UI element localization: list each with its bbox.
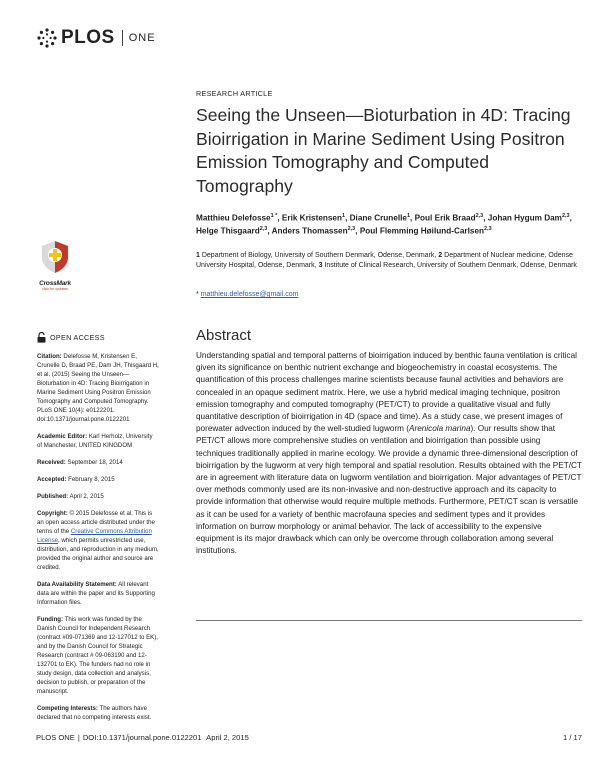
open-access-row [37,332,159,343]
author-affil-sup: 1 [406,213,411,219]
affil-text: Department of Biology, University of Southern Denmark, Odense, Denmark, [201,252,437,259]
abstract-heading: Abstract [196,327,252,344]
data-availability-text: All relevant data are within the paper and its Supporting Information files. [37,581,155,606]
footer-journal: PLOS ONE [36,733,75,742]
citation-block [37,352,159,424]
open-access-label: OPEN ACCESS [50,333,105,342]
crossmark-sub: click for updates [42,287,68,291]
accepted-block [37,475,159,484]
corresponding-email [196,291,298,298]
author-affil-sup: 1 * [270,213,278,219]
author-name: Erik Kristensen [281,213,342,223]
accepted-date: February 8, 2015 [68,476,115,483]
published-block [37,492,159,501]
copyright-text: © 2015 Delefosse et al. This is an open access article distributed under the terms of the [37,510,155,535]
article-info-sidebar [37,332,159,730]
author-name: Diane Crunelle [349,213,407,223]
affil-number: 1 [196,252,200,259]
citation-text: Delefosse M, Kristensen E, Crunelle D, Braad PE, Dam JH, Thisgaard H, et al. (2015) Seeing the Unseen—Bioturbation in 4D: Tracing Bioirrigation in Marine Sediment Using Positron Emission Tomography and Computed Tomography. PLoS ONE 10(4): e0122201. doi:10.1371/journal.pone.0122201 [37,353,159,423]
author-affil-sup: 2,3 [484,225,492,232]
page-number: 1 / 17 [563,733,582,742]
author-affil-sup: 2,3 [561,213,570,219]
footer-left [36,733,252,742]
editor-block [37,432,159,450]
affil-text: Department of Nuclear medicine, Odense University Hospital, Odense, Denmark, [196,252,573,269]
crossmark-label: CrossMark [39,280,71,287]
page-footer [36,733,582,742]
author-name: Poul Erik Braad [414,213,476,223]
data-availability-block [37,580,159,607]
article-title: Seeing the Unseen—Bioturbation in 4D: Tracing Bioirrigation in Marine Sediment Using Positron Emission Tomography and Computed Tomography [196,105,571,196]
editor-text: Karl Herholz, University of Manchester, UNITED KINGDOM [37,433,153,449]
footer-sep: | [77,733,80,742]
abstract-divider [196,620,582,621]
author-name: Anders Thomassen [271,226,348,236]
logo-journal: ONE [128,32,156,44]
received-block [37,458,159,467]
competing-interests-text: The authors have declared that no competing interests exist. [37,705,152,721]
species-name: Arenicola marina [409,424,471,434]
funding-block [37,615,159,696]
funding-label: Funding: [37,616,64,623]
copyright-text-end: , which permits unrestricted use, distribution, and reproduction in any medium, provided the original author and source are credited. [37,537,159,571]
competing-interests-block [37,704,159,722]
affil-number: 3 [318,262,323,269]
license-link[interactable]: Creative Commons Attribution License [37,528,152,544]
funding-text: This work was funded by the Danish Council for Independent Research (contract #09-071369 and 12-127012 to EK), and by the Danish Council for Strategic Research (contract # 09-063190 and 12-132701 to EK). The funders had no role in study design, data collection and analysis, decision to publish, or preparation of the manuscript. [37,616,158,695]
data-availability-label: Data Availability Statement: [37,581,117,588]
author-name: Matthieu Delefosse [196,213,271,223]
affil-text: Institute of Clinical Research, University of Southern Denmark, Odense, Denmark [324,262,577,269]
affiliations [196,251,581,271]
affil-number: 2 [438,252,443,259]
abstract-text-part1: Understanding spatial and temporal patterns of bioirrigation induced by benthic fauna ventilation is critical given its significance on benthic nutrient exchange and biogeochemistry in coastal ecosystems. The quantification of this process challenges marine scientists because faunal activities and behaviors are concealed in an opaque sediment matrix. Here, we use a hybrid medical imaging technique, positron emission tomography and computed tomography (PET/CT) to provide a qualitative visual and fully quantitative description of bioirrigation in 4D (space and time). As a study case, we present images of porewater advection induced by the well-studied lugworm ( [196,351,577,434]
email-link[interactable]: matthieu.delefosse@gmail.com [200,291,299,298]
received-date: September 18, 2014 [67,459,123,466]
citation-label: Citation: [37,353,62,360]
article-type: RESEARCH ARTICLE [196,89,273,98]
author-affil-sup: 1 [342,213,346,219]
author-list: Matthieu Delefosse$^{1 *}$, Erik Kristensen$^1$, Diane Crunelle$^1$, Poul Erik Braad$^{2,3}$, Johan Hygum Dam$^{2,3}$, Helge Thisgaard$^{2,3}$, Anders Thomassen$^{2,3}$, Poul Flemming Høilund-Carlsen$^{2,3}$ [196,213,572,236]
author-affil-sup: 2,3 [259,225,268,232]
logo-divider [122,30,123,46]
editor-label: Academic Editor: [37,433,88,440]
abstract-body [196,350,582,557]
plos-dots-icon [36,27,58,49]
author-name: Poul Flemming Høilund-Carlsen [359,226,484,236]
author-name: Johan Hygum Dam [487,213,562,223]
copyright-block [37,509,159,572]
asterisk-marker: * [196,291,199,298]
open-lock-icon [37,332,46,343]
accepted-label: Accepted: [37,476,67,483]
author-name: Helge Thisgaard [196,226,260,236]
published-label: Published: [37,493,69,500]
footer-doi: DOI:10.1371/journal.pone.0122201 [82,733,202,742]
competing-interests-label: Competing Interests: [37,705,98,712]
published-date: April 2, 2015 [69,493,104,500]
crossmark-icon [40,240,70,274]
logo-name: PLOS [61,27,115,48]
author-affil-sup: 2,3 [475,213,484,219]
copyright-label: Copyright: [37,510,68,517]
abstract-text-part2: ). Our results show that PET/CT allows more comprehensive studies on ventilation and bioirrigation than possible using techniques traditionally applied in marine ecology. We provide a dynamic three-dimensional description of bioirrigation by the lugworm at very high temporal and spatial resolution. Results obtained with the PET/CT are in agreement with literature data on lugworm ventilation and bioirrigation. Major advantages of PET/CT over methods commonly used are its non-invasive and non-destructive approach and its capacity to provide information that otherwise would require multiple methods. Furthermore, PET/CT scan is versatile as it can be used for a variety of benthic macrofauna species and sediment types and it provides information on burrow morphology or animal behavior. The lack of accessibility to the expensive equipment is its major drawback which can only be overcome through collaboration among several institutions. [196,424,582,556]
crossmark-badge[interactable] [37,240,73,291]
received-label: Received: [37,459,66,466]
footer-date: April 2, 2015 [206,733,249,742]
plos-one-logo [36,26,156,50]
author-affil-sup: 2,3 [347,225,356,232]
